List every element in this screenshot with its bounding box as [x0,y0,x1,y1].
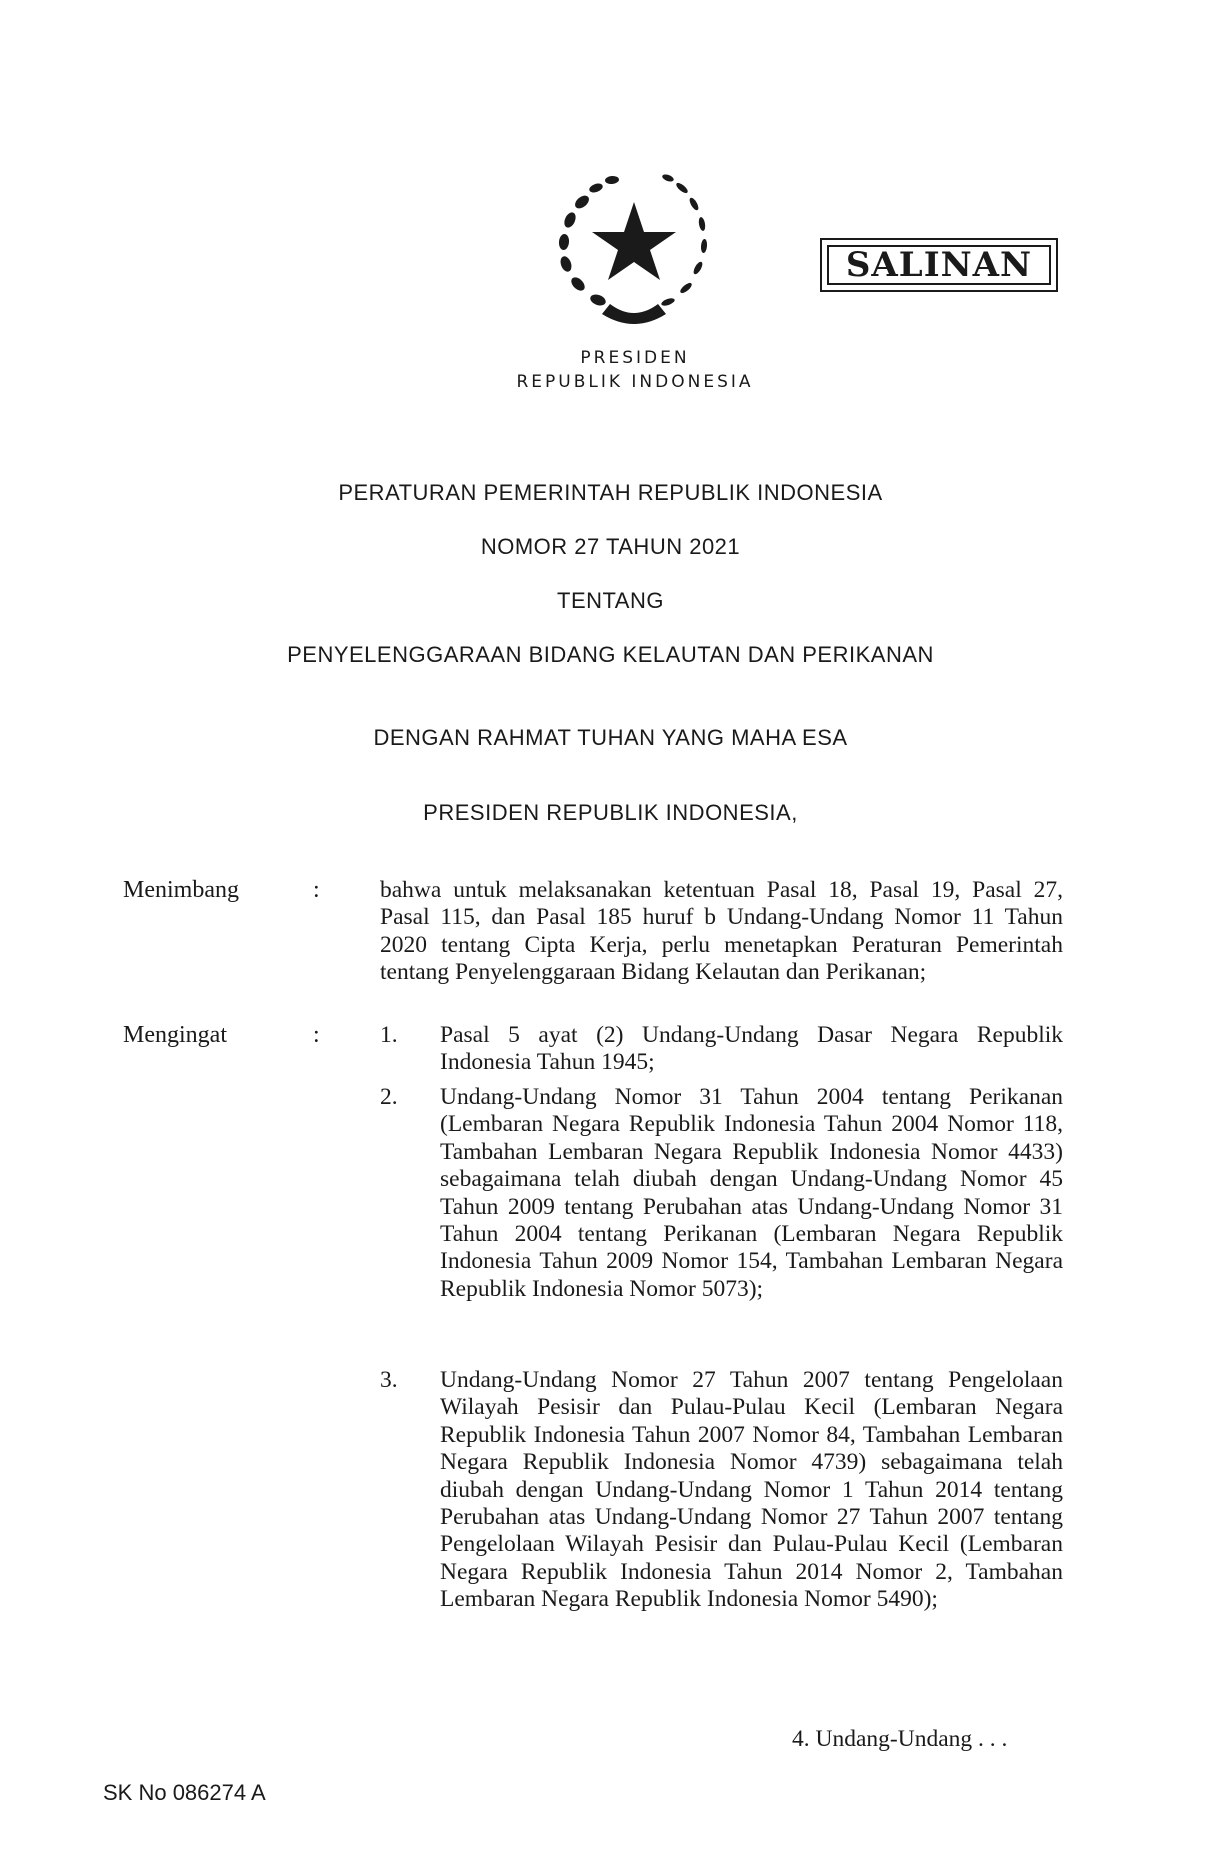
menimbang-text: bahwa untuk melaksanakan ketentuan Pasal 18, Pasal 19, Pasal 27, Pasal 115, dan Pasal 185 huruf b Undang-Undang Nomor 11 Tahun 2020 tentang Cipta Kerja, perlu menetapkan Peraturan Pemerintah tentang Penyelenggaraan Bidang Kelautan dan Perikanan; [380,877,1063,986]
mengingat-colon: : [313,1022,320,1048]
menimbang-colon: : [313,877,320,903]
mengingat-label: Mengingat [123,1022,227,1048]
mengingat-item-3-number: 3. [380,1367,398,1393]
issuer-line-1: PRESIDEN [580,348,690,368]
mengingat-item-2-number: 2. [380,1084,398,1110]
regulation-type: PERATURAN PEMERINTAH REPUBLIK INDONESIA [338,480,883,505]
mengingat-item-2-text: Undang-Undang Nomor 31 Tahun 2004 tentang Perikanan (Lembaran Negara Republik Indonesia Tahun 2004 Nomor 118, Tambahan Lembaran Negara Republik Indonesia Nomor 4433) sebagaimana telah diubah dengan Undang-Undang Nomor 45 Tahun 2009 tentang Perubahan atas Undang-Undang Nomor 31 Tahun 2004 tentang Perikanan (Lembaran Negara Republik Indonesia Tahun 2009 Nomor 154, Tambahan Lembaran Negara Republik Indonesia Nomor 5073); [440,1084,1063,1302]
menimbang-label: Menimbang [123,877,239,903]
regulation-about: TENTANG [557,588,664,613]
regulation-subject: PENYELENGGARAAN BIDANG KELAUTAN DAN PERIKANAN [287,642,934,667]
page-continuation: 4. Undang-Undang . . . [792,1726,1008,1752]
mengingat-item-1-text: Pasal 5 ayat (2) Undang-Undang Dasar Negara Republik Indonesia Tahun 1945; [440,1022,1063,1076]
issuer-label [500,346,770,394]
garuda-star-emblem-icon [548,164,720,324]
mengingat-item-3-text: Undang-Undang Nomor 27 Tahun 2007 tentang Pengelolaan Wilayah Pesisir dan Pulau-Pulau Kecil (Lembaran Negara Republik Indonesia Tahun 2007 Nomor 84, Tambahan Lembaran Negara Republik Indonesia Nomor 4739) sebagaimana telah diubah dengan Undang-Undang Nomor 1 Tahun 2014 tentang Perubahan atas Undang-Undang Nomor 27 Tahun 2007 tentang Pengelolaan Wilayah Pesisir dan Pulau-Pulau Kecil (Lembaran Negara Republik Indonesia Tahun 2014 Nomor 2, Tambahan Lembaran Negara Republik Indonesia Nomor 5490); [440,1367,1063,1613]
regulation-number: NOMOR 27 TAHUN 2021 [480,534,741,559]
salinan-stamp-text: SALINAN [827,245,1051,285]
invocation: DENGAN RAHMAT TUHAN YANG MAHA ESA [373,725,848,750]
salinan-stamp [820,238,1058,292]
president-heading: PRESIDEN REPUBLIK INDONESIA, [423,800,798,825]
mengingat-item-1-number: 1. [380,1022,398,1048]
sk-number: SK No 086274 A [103,1780,266,1805]
issuer-line-2: REPUBLIK INDONESIA [516,372,754,392]
